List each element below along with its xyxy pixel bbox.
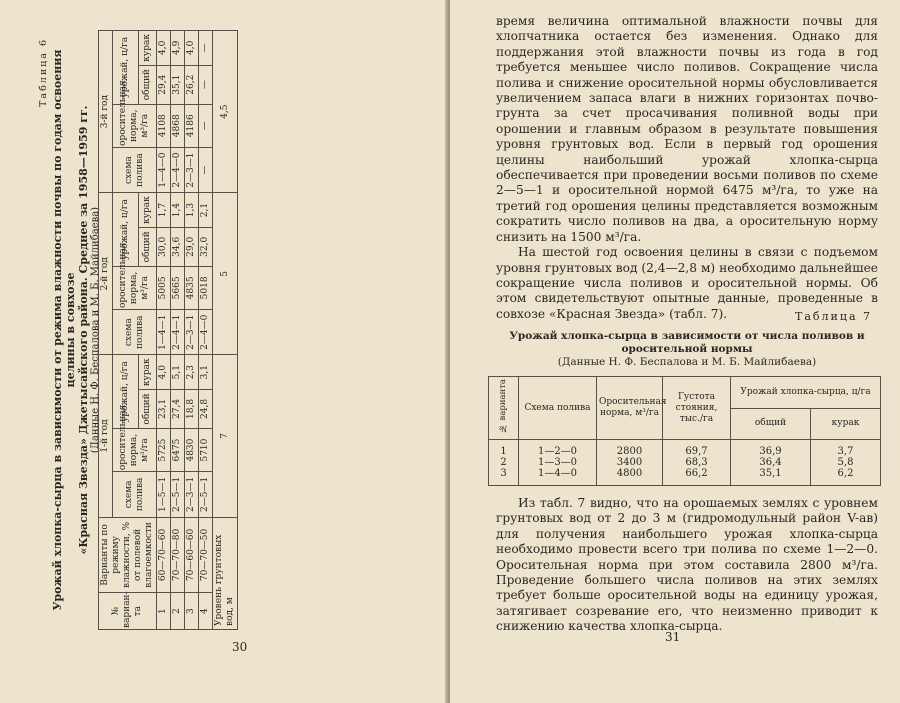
t6-cell: 3 (185, 593, 199, 630)
rotated-table-area (38, 30, 413, 630)
t6-head-year1: 1-й год (99, 355, 113, 517)
t7-cell: 1—4—0 (519, 468, 597, 486)
groundwater-year1: 7 (213, 355, 238, 517)
t6-cell: 4 (199, 593, 213, 630)
t7-head-total: общий (731, 408, 811, 440)
t6-head-total: общий (139, 65, 157, 104)
t6-cell: 70—70—80 (171, 517, 185, 593)
table-row (489, 468, 881, 486)
table-row (157, 31, 171, 630)
table-6 (98, 30, 238, 630)
t6-cell: 1,3 (185, 193, 199, 228)
t6-head-norm: оросительная норма, м³/га (113, 428, 157, 471)
t6-cell: 70—70—50 (199, 517, 213, 593)
t7-cell: 2800 (597, 440, 663, 458)
right-page (450, 0, 900, 703)
t7-cell: 36,4 (731, 457, 811, 468)
t6-head-yield: урожай, ц/га (113, 31, 139, 105)
t6-cell: 2 (171, 593, 185, 630)
t6-cell: 4108 (157, 104, 171, 147)
t6-cell: 5,1 (171, 355, 185, 390)
t7-cell: 1—3—0 (519, 457, 597, 468)
t7-cell: 2 (489, 457, 519, 468)
groundwater-year3: 4,5 (213, 31, 238, 193)
table-6-caption: Таблица 6 (38, 38, 49, 107)
t6-cell: 34,6 (171, 227, 185, 266)
table-7-caption: Таблица 7 (795, 310, 872, 323)
t7-head-variant-text: № варианта (498, 379, 508, 434)
t6-cell: 2—5—1 (171, 472, 185, 517)
t6-cell: 5725 (157, 428, 171, 471)
t7-cell: 66,2 (663, 468, 731, 486)
t7-cell: 5,8 (811, 457, 881, 468)
t7-head-norm: Оросительная норма, м³/га (597, 377, 663, 440)
t6-head-scheme: схема полива (113, 472, 157, 517)
t6-cell: 2—3—1 (185, 310, 199, 355)
groundwater-year2: 5 (213, 193, 238, 355)
paragraph: Из табл. 7 видно, что на орошаемых землях с уровнем грунтовых вод от 2 до 3 м (гидромодульный район V-ав) для получения наибольшего урожая хлопка-сырца необходимо провести всего три полива по схеме 1—2—0. Оросительная норма при этом составила 2800 м³/га. Проведение большего числа поливов на этих землях требует больше оросительной воды на единицу урожая, затягивает созревание его, что неизменно приводит к снижению качества хлопка-сырца. (496, 496, 878, 634)
t6-cell: 1—4—0 (157, 147, 171, 192)
table-7-title: Урожай хлопка-сырца в зависимости от числа поливов и оросительной нормы (509, 330, 865, 355)
t7-head-yield: Урожай хлопка-сырца, ц/га (731, 377, 881, 409)
t6-cell: 5710 (199, 428, 213, 471)
t6-cell: 1 (157, 593, 171, 630)
t6-head-scheme: схема полива (113, 147, 157, 192)
t6-head-norm: оросительная норма, м³/га (113, 104, 157, 147)
t7-head-scheme: Схема полива (519, 377, 597, 440)
table-6-header (38, 30, 101, 630)
table-row (185, 31, 199, 630)
t6-cell: — (199, 65, 213, 104)
table-row (489, 457, 881, 468)
table-6-rotated (38, 30, 413, 630)
t7-cell: 68,3 (663, 457, 731, 468)
t6-head-yield: урожай, ц/га (113, 355, 139, 429)
t6-cell: 70—60—60 (185, 517, 199, 593)
t6-cell: 4,9 (171, 31, 185, 66)
t6-head-total: общий (139, 227, 157, 266)
t6-cell: 29,4 (157, 65, 171, 104)
page-number-right: 31 (665, 630, 681, 644)
t6-cell: 29,0 (185, 227, 199, 266)
t6-cell: 6475 (171, 428, 185, 471)
t6-cell: — (199, 104, 213, 147)
table-6-title-line1: Урожай хлопка-сырца в зависимости от режима влажности почвы по годам освоения целины в совхозе (51, 49, 77, 611)
t6-head-norm: оросительная норма, м³/га (113, 266, 157, 309)
t6-cell: 2,3 (185, 355, 199, 390)
t6-head-yield: урожай, ц/га (113, 193, 139, 267)
t6-head-variant: № вариан-та (99, 593, 157, 630)
t6-cell: 27,4 (171, 390, 185, 429)
page-number-left: 30 (232, 640, 248, 654)
t6-cell: 24,8 (199, 390, 213, 429)
text-block-top (450, 14, 900, 322)
t6-cell: 5018 (199, 266, 213, 309)
t6-cell: 4,0 (157, 31, 171, 66)
t6-head-kurak: курак (139, 193, 157, 228)
table-6-title (51, 30, 90, 630)
t6-cell: 2—4—0 (171, 147, 185, 192)
t6-cell: 35,1 (171, 65, 185, 104)
t6-cell: 23,1 (157, 390, 171, 429)
table-7 (488, 376, 881, 486)
t7-cell: 3400 (597, 457, 663, 468)
t6-cell: 32,0 (199, 227, 213, 266)
t7-cell: 35,1 (731, 468, 811, 486)
t6-cell: 26,2 (185, 65, 199, 104)
t6-cell: 4,0 (185, 31, 199, 66)
t6-cell: 2,1 (199, 193, 213, 228)
text-block-bottom (450, 496, 900, 635)
t6-cell: 4186 (185, 104, 199, 147)
table-row (171, 31, 185, 630)
t6-cell: 1—4—1 (157, 310, 171, 355)
t7-cell: 69,7 (663, 440, 731, 458)
t6-head-kurak: курак (139, 31, 157, 66)
t6-head-total: общий (139, 390, 157, 429)
t6-head-year2: 2-й год (99, 193, 113, 355)
t6-cell: 2—3—1 (185, 472, 199, 517)
t6-cell: 4830 (185, 428, 199, 471)
table-row (199, 31, 213, 630)
paragraph: На шестой год освоения целины в связи с подъемом уровня грунтовых вод (2,4—2,8 м) необходимо дальнейшее сокращение числа поливов и оросительной нормы. Об этом свидетельствуют опытные данные, проведенные в совхозе «Красная Звезда» (табл. 7). (496, 245, 878, 321)
t6-cell: 1,4 (171, 193, 185, 228)
t6-cell: 2—4—0 (199, 310, 213, 355)
t6-cell: — (199, 147, 213, 192)
paragraph: время величина оптимальной влажности почвы для хлопчатника остается без изменения. Однако для поддержания этой влажности почвы из года в год требуется меньшее число поливов. Сокращение числа полива и снижение оросительной нормы обусловливается увеличением запаса влаги в нижних горизонтах почво-грунта за счет просачивания поливной воды при орошении и главным образом в результате повышения уровня грунтовых вод. Если в первый год орошения целины наибольший урожай хлопка-сырца обеспечивается при проведении восьми поливов по схеме 2—5—1 и оросительной нормой 6475 м³/га, то уже на третий год орошения целины представляется возможным сократить число поливов на два, а оросительную норму снизить на 1500 м³/га. (496, 14, 878, 244)
t7-cell: 3 (489, 468, 519, 486)
t6-cell: 2—4—1 (171, 310, 185, 355)
t7-head-density: Густота стояния, тыс./га (663, 377, 731, 440)
t6-head-scheme: схема полива (113, 310, 157, 355)
t6-cell: 4835 (185, 266, 199, 309)
t6-cell: 5005 (157, 266, 171, 309)
groundwater-label: Уровень грунтовых вод, м (213, 517, 238, 629)
t6-cell: 1—5—1 (157, 472, 171, 517)
t6-cell: 3,1 (199, 355, 213, 390)
t6-cell: 1,7 (157, 193, 171, 228)
t6-cell: 30,0 (157, 227, 171, 266)
t7-cell: 3,7 (811, 440, 881, 458)
t6-head-moisture: Варианты по режиму влажности, % от полевой влагоемкости (99, 517, 157, 593)
t6-head-year3: 3-й год (99, 31, 113, 193)
t6-cell: 18,8 (185, 390, 199, 429)
t7-cell: 1—2—0 (519, 440, 597, 458)
left-page (0, 0, 447, 703)
table-6-title-line2: «Красная Звезда» Джетысайского района. Среднее за 1958—1959 гг. (77, 105, 90, 555)
t6-cell: 4,0 (157, 355, 171, 390)
t7-cell: 6,2 (811, 468, 881, 486)
table-row (489, 440, 881, 458)
t7-head-variant (489, 377, 519, 440)
t6-cell: 60—70—60 (157, 517, 171, 593)
t6-cell: 4868 (171, 104, 185, 147)
groundwater-row (213, 31, 238, 630)
table-7-source: (Данные Н. Ф. Беспалова и М. Б. Майлибаева) (557, 356, 817, 368)
t7-cell: 36,9 (731, 440, 811, 458)
t6-head-kurak: курак (139, 355, 157, 390)
t6-cell: 5665 (171, 266, 185, 309)
t7-cell: 1 (489, 440, 519, 458)
t6-cell: 2—5—1 (199, 472, 213, 517)
t6-cell: — (199, 31, 213, 66)
t7-cell: 4800 (597, 468, 663, 486)
table-6-source: (Данные Н. Ф. Беспалова и М. Б. Майлибаева) (90, 206, 101, 454)
t7-head-kurak: курак (811, 408, 881, 440)
t6-cell: 2—3—1 (185, 147, 199, 192)
